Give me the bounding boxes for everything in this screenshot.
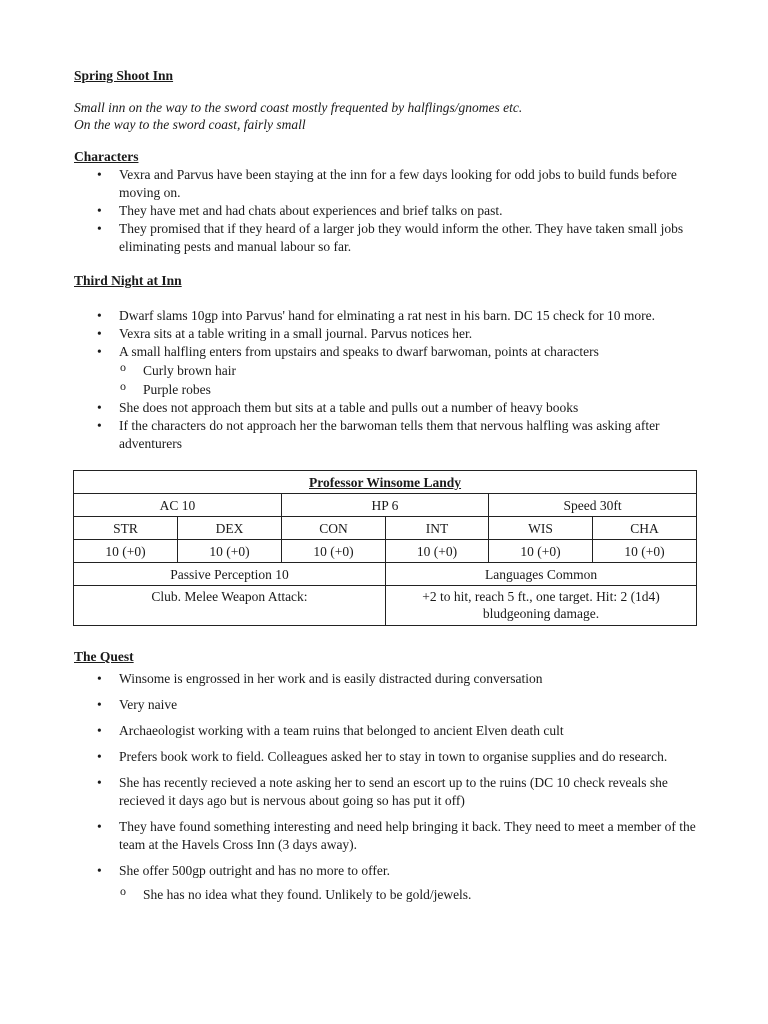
ability-score: 10 (+0) (386, 540, 489, 563)
sub-list-item: o She has no idea what they found. Unlikely to be gold/jewels. (119, 885, 698, 904)
ability-label: STR (74, 517, 178, 540)
passive-perception: Passive Perception 10 (74, 563, 386, 586)
list-item: • She does not approach them but sits at a table and pulls out a number of heavy books (74, 399, 698, 417)
sub-list (119, 885, 698, 904)
list-item: • If the characters do not approach her the barwoman tells them that nervous halfling was asking after adventurers (74, 417, 698, 453)
list-item: • She has recently recieved a note asking her to send an escort up to the ruins (DC 10 check reveals she recieved it days ago but is nervous about going so has put it off) (74, 774, 698, 810)
stat-block-name: Professor Winsome Landy (74, 471, 697, 494)
ability-label: INT (386, 517, 489, 540)
list-item-text: She offer 500gp outright and has no more to offer. (119, 863, 390, 878)
characters-heading: Characters (74, 149, 139, 164)
inn-title: Spring Shoot Inn (74, 68, 174, 83)
list-item (74, 862, 698, 904)
sub-list-item: o Curly brown hair (119, 361, 698, 380)
list-item-text: A small halfling enters from upstairs and speaks to dwarf barwoman, points at characters (119, 344, 599, 359)
ability-label: DEX (178, 517, 282, 540)
document-page (74, 67, 698, 912)
speed: Speed 30ft (489, 494, 697, 517)
list-item: • Vexra sits at a table writing in a small journal. Parvus notices her. (74, 325, 698, 343)
languages: Languages Common (386, 563, 697, 586)
ability-label: WIS (489, 517, 593, 540)
ability-score: 10 (+0) (178, 540, 282, 563)
quest-list (74, 670, 698, 904)
quest-heading: The Quest (74, 649, 134, 664)
third-night-heading: Third Night at Inn (74, 273, 182, 288)
list-item: • Archaeologist working with a team ruins that belonged to ancient Elven death cult (74, 722, 698, 740)
third-night-list (74, 307, 698, 453)
intro-line: Small inn on the way to the sword coast mostly frequented by halflings/gnomes etc. (74, 100, 523, 115)
list-item: • Winsome is engrossed in her work and is easily distracted during conversation (74, 670, 698, 688)
list-item: • Very naive (74, 696, 698, 714)
stat-block-table (73, 470, 697, 626)
ability-label: CHA (593, 517, 697, 540)
ability-score: 10 (+0) (74, 540, 178, 563)
armor-class: AC 10 (74, 494, 282, 517)
list-item: • They promised that if they heard of a larger job they would inform the other. They have taken small jobs eliminating pests and manual labour so far. (74, 220, 698, 256)
intro-line: On the way to the sword coast, fairly small (74, 117, 306, 132)
attack-description: +2 to hit, reach 5 ft., one target. Hit: 2 (1d4) bludgeoning damage. (386, 586, 697, 626)
list-item: • Prefers book work to field. Colleagues asked her to stay in town to organise supplies and do research. (74, 748, 698, 766)
list-item: • Vexra and Parvus have been staying at the inn for a few days looking for odd jobs to build funds before moving on. (74, 166, 698, 202)
ability-label: CON (282, 517, 386, 540)
list-item (74, 343, 698, 399)
hit-points: HP 6 (282, 494, 489, 517)
attack-name: Club. Melee Weapon Attack: (74, 586, 386, 626)
ability-score: 10 (+0) (282, 540, 386, 563)
ability-score: 10 (+0) (489, 540, 593, 563)
sub-list (119, 361, 698, 399)
characters-list (74, 166, 698, 256)
list-item: • They have found something interesting and need help bringing it back. They need to meet a member of the team at the Havels Cross Inn (3 days away). (74, 818, 698, 854)
sub-list-item: o Purple robes (119, 380, 698, 399)
inn-intro (74, 99, 698, 133)
list-item: • Dwarf slams 10gp into Parvus' hand for elminating a rat nest in his barn. DC 15 check for 10 more. (74, 307, 698, 325)
ability-score: 10 (+0) (593, 540, 697, 563)
list-item: • They have met and had chats about experiences and brief talks on past. (74, 202, 698, 220)
